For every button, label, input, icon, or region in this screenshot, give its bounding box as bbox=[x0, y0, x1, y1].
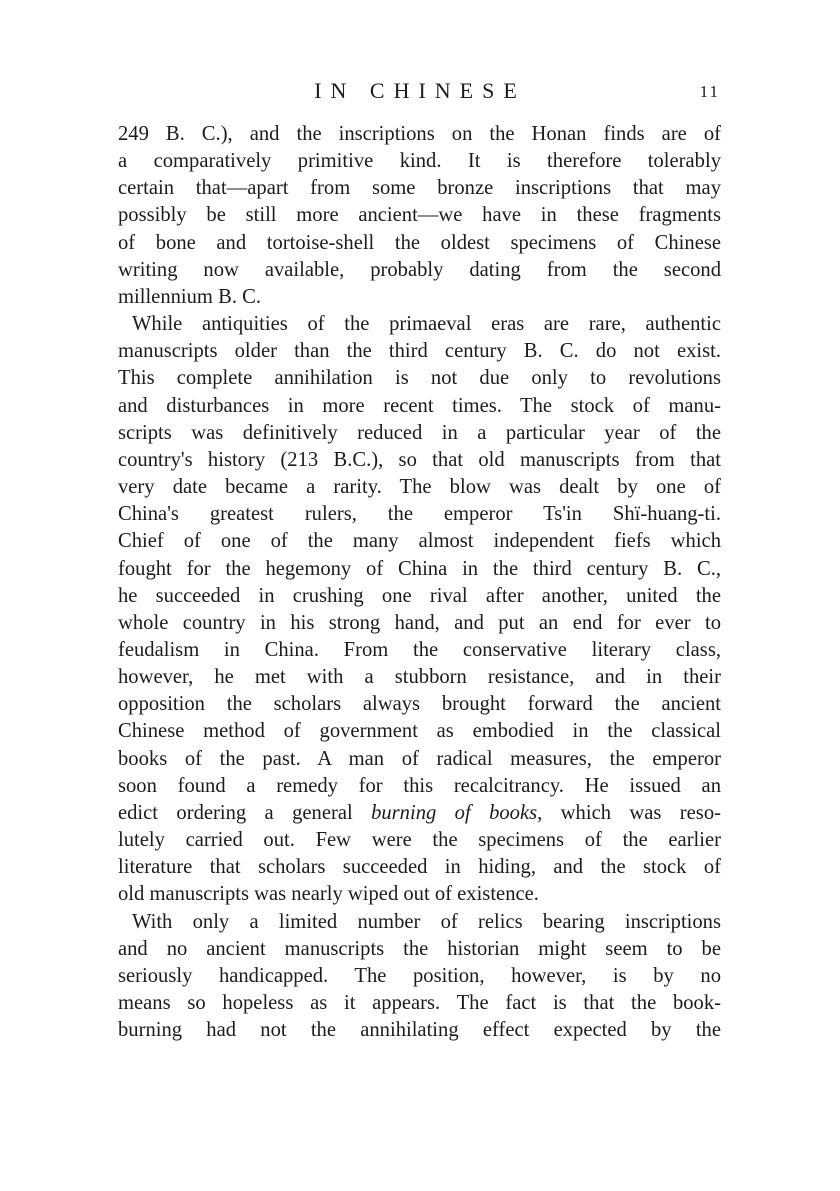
text-line: China's greatest rulers, the emperor Ts'in Shï-huang-ti. bbox=[118, 503, 721, 526]
body-text bbox=[118, 121, 721, 1044]
text-line: millennium B. C. bbox=[118, 285, 262, 308]
italic-phrase: burning of books bbox=[371, 801, 538, 824]
text-line: burning had not the annihilating effect expected by the bbox=[118, 1019, 721, 1042]
text-line: he succeeded in crushing one rival after another, united the bbox=[118, 584, 721, 607]
text-line: lutely carried out. Few were the specimens of the earlier bbox=[118, 829, 721, 852]
line-text: , which was reso- bbox=[537, 801, 721, 824]
running-title: IN CHINESE bbox=[314, 78, 526, 103]
text-line: Chinese method of government as embodied in the classical bbox=[118, 720, 721, 743]
text-line: manuscripts older than the third century B. C. do not exist. bbox=[118, 340, 721, 363]
text-line: possibly be still more ancient—we have in these fragments bbox=[118, 204, 721, 227]
text-line: and no ancient manuscripts the historian might seem to be bbox=[118, 937, 721, 960]
text-line: country's history (213 B.C.), so that old manuscripts from that bbox=[118, 448, 721, 471]
text-line: very date became a rarity. The blow was dealt by one of bbox=[118, 476, 721, 499]
page-number: 11 bbox=[699, 82, 720, 101]
text-line: feudalism in China. From the conservative literary class, bbox=[118, 638, 721, 661]
text-line: books of the past. A man of radical measures, the emperor bbox=[118, 747, 721, 770]
text-line: fought for the hegemony of China in the third century B. C., bbox=[118, 557, 721, 580]
text-line: 249 B. C.), and the inscriptions on the Honan finds are of bbox=[118, 123, 721, 145]
text-line: however, he met with a stubborn resistance, and in their bbox=[118, 666, 721, 689]
text-line: While antiquities of the primaeval eras are rare, authentic bbox=[132, 313, 721, 336]
text-line: writing now available, probably dating from the second bbox=[118, 258, 721, 281]
text-line: opposition the scholars always brought forward the ancient bbox=[118, 693, 721, 716]
text-line: soon found a remedy for this recalcitrancy. He issued an bbox=[118, 774, 721, 797]
text-line: means so hopeless as it appears. The fact is that the book- bbox=[118, 992, 721, 1014]
text-line: literature that scholars succeeded in hiding, and the stock of bbox=[118, 856, 721, 879]
text-line: a comparatively primitive kind. It is therefore tolerably bbox=[118, 150, 721, 173]
text-line: certain that—apart from some bronze inscriptions that may bbox=[118, 177, 721, 200]
text-line: of bone and tortoise-shell the oldest specimens of Chinese bbox=[118, 231, 721, 254]
text-line: scripts was definitively reduced in a particular year of the bbox=[118, 421, 721, 444]
text-line: whole country in his strong hand, and put an end for ever to bbox=[118, 611, 721, 634]
text-line: With only a limited number of relics bearing inscriptions bbox=[132, 910, 721, 933]
text-line: seriously handicapped. The position, however, is by no bbox=[118, 964, 721, 987]
text-line: and disturbances in more recent times. The stock of manu- bbox=[118, 394, 721, 417]
paragraph-3 bbox=[118, 909, 721, 1045]
text-line: This complete annihilation is not due only to revolutions bbox=[118, 367, 721, 390]
text-line-with-italic bbox=[118, 800, 721, 827]
line-text: edict ordering a general bbox=[118, 801, 372, 824]
paragraph-1 bbox=[118, 121, 721, 311]
text-line: Chief of one of the many almost independent fiefs which bbox=[118, 530, 721, 553]
running-header bbox=[0, 78, 840, 108]
paragraph-2 bbox=[118, 311, 721, 908]
text-line: old manuscripts was nearly wiped out of existence. bbox=[118, 883, 539, 906]
